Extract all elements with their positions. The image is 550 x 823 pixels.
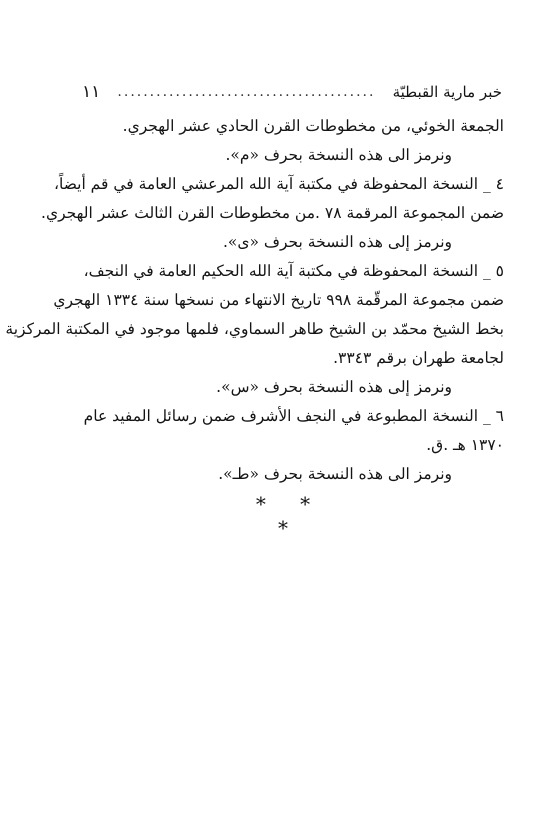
- text-line: ضمن المجموعة المرقمة ٧٨ .من مخطوطات القرن الثالث عشر الهجري.: [41, 204, 504, 222]
- text-line: ٦ _ النسخة المطبوعة في النجف الأشرف ضمن رسائل المفيد عام: [83, 407, 504, 425]
- text-line: ونرمز الى هذه النسخة بحرف «م».: [225, 146, 452, 164]
- text-line: ٤ _ النسخة المحفوظة في مكتبة آية الله المرعشي العامة في قم أيضاً،: [53, 175, 504, 193]
- text-line: ونرمز الى هذه النسخة بحرف «طـ».: [218, 465, 452, 483]
- text-line: ونرمز إلى هذه النسخة بحرف «س».: [216, 378, 452, 396]
- text-line: ٥ _ النسخة المحفوظة في مكتبة آية الله الحكيم العامة في النجف،: [83, 262, 504, 280]
- text-line: ١٣٧٠ هـ .ق.: [426, 436, 504, 454]
- section-separator: * * *: [255, 492, 325, 540]
- body-text: [5, 112, 504, 489]
- text-line: بخط الشيخ محمّد بن الشيخ طاهر السماوي، فلمها موجود في المكتبة المركزية: [5, 320, 504, 338]
- text-line: ضمن مجموعة المرقّمة ٩٩٨ تاريخ الانتهاء من نسخها سنة ١٣٣٤ الهجري: [53, 291, 504, 309]
- page-number: ١١: [82, 82, 101, 102]
- running-header: [82, 80, 502, 104]
- text-line: الجمعة الخوئي، من مخطوطات القرن الحادي عشر الهجري.: [122, 117, 504, 135]
- text-line: ونرمز إلى هذه النسخة بحرف «ى».: [222, 233, 452, 251]
- leader-dots: ........................................: [117, 84, 376, 100]
- running-title: خبر مارية القبطيّة: [392, 83, 502, 101]
- text-line: لجامعة طهران برقم ٣٣٤٣.: [333, 349, 504, 367]
